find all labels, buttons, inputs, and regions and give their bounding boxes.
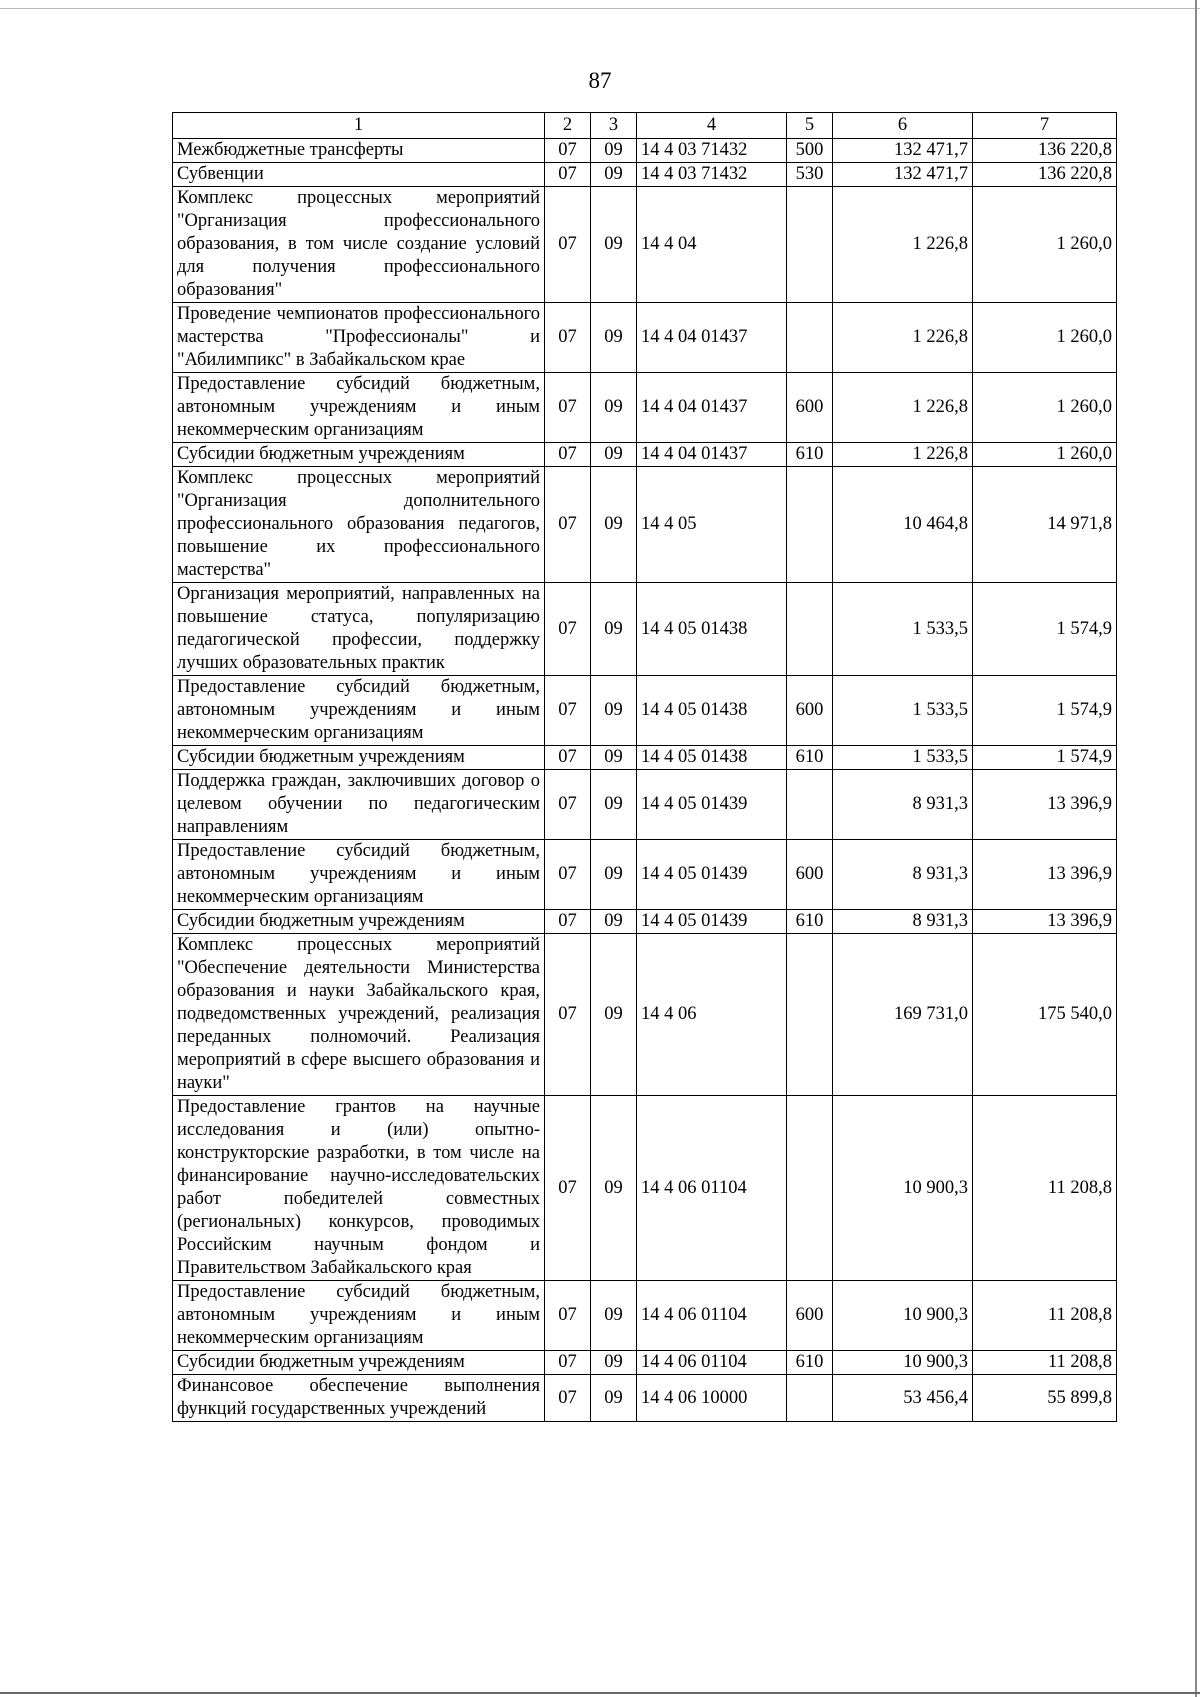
row-cell-c2: 07 <box>545 910 591 934</box>
scan-edge-right <box>1195 0 1197 1697</box>
column-header: 6 <box>833 113 973 139</box>
row-cell-c2: 07 <box>545 1096 591 1281</box>
row-cell-c3: 09 <box>591 1281 637 1351</box>
row-cell-c3: 09 <box>591 840 637 910</box>
row-cell-c2: 07 <box>545 467 591 583</box>
row-name-cell: Комплекс процессных мероприятий "Обеспечение деятельности Министерства образования и науки Забайкальского края, подведомственных учреждений, реализация переданных полномочий. Реализация мероприятий в сфере высшего образования и науки" <box>173 934 545 1096</box>
table-row <box>173 163 1117 187</box>
row-cell-c7: 13 396,9 <box>973 770 1117 840</box>
row-cell-c3: 09 <box>591 746 637 770</box>
row-cell-c7: 1 574,9 <box>973 583 1117 676</box>
table-body <box>173 139 1117 1422</box>
row-cell-c4: 14 4 05 <box>637 467 787 583</box>
table-row <box>173 187 1117 303</box>
table-row <box>173 840 1117 910</box>
row-name-cell: Комплекс процессных мероприятий "Организация дополнительного профессионального образования педагогов, повышение их профессионального мастерства" <box>173 467 545 583</box>
row-name-cell: Предоставление грантов на научные исследования и (или) опытно-конструкторские разработки, в том числе на финансирование научно-исследовательских работ победителей совместных (региональных) конкурсов, проводимых Российским научным фондом и Правительством Забайкальского края <box>173 1096 545 1281</box>
scan-edge-top <box>0 8 1200 9</box>
row-cell-c7: 11 208,8 <box>973 1351 1117 1375</box>
row-cell-c6: 8 931,3 <box>833 910 973 934</box>
row-cell-c3: 09 <box>591 583 637 676</box>
row-cell-c5 <box>787 303 833 373</box>
row-cell-c6: 1 226,8 <box>833 373 973 443</box>
row-cell-c5: 600 <box>787 840 833 910</box>
table-row <box>173 1096 1117 1281</box>
row-cell-c5 <box>787 467 833 583</box>
row-cell-c5: 600 <box>787 676 833 746</box>
row-cell-c4: 14 4 06 01104 <box>637 1281 787 1351</box>
row-cell-c7: 13 396,9 <box>973 840 1117 910</box>
row-cell-c5 <box>787 583 833 676</box>
row-cell-c2: 07 <box>545 373 591 443</box>
row-cell-c7: 11 208,8 <box>973 1096 1117 1281</box>
row-cell-c4: 14 4 03 71432 <box>637 139 787 163</box>
row-cell-c5 <box>787 770 833 840</box>
table-row <box>173 467 1117 583</box>
row-cell-c4: 14 4 06 10000 <box>637 1375 787 1422</box>
table-row <box>173 746 1117 770</box>
row-cell-c4: 14 4 05 01439 <box>637 910 787 934</box>
table-header-row <box>173 113 1117 139</box>
table-row <box>173 770 1117 840</box>
row-cell-c4: 14 4 04 01437 <box>637 443 787 467</box>
table-row <box>173 1281 1117 1351</box>
row-name-cell: Субсидии бюджетным учреждениям <box>173 1351 545 1375</box>
row-name-cell: Поддержка граждан, заключивших договор о целевом обучении по педагогическим направлениям <box>173 770 545 840</box>
row-cell-c3: 09 <box>591 934 637 1096</box>
row-cell-c2: 07 <box>545 840 591 910</box>
row-name-cell: Субсидии бюджетным учреждениям <box>173 443 545 467</box>
table-row <box>173 934 1117 1096</box>
row-cell-c3: 09 <box>591 770 637 840</box>
row-cell-c5: 600 <box>787 373 833 443</box>
row-cell-c2: 07 <box>545 303 591 373</box>
row-cell-c7: 1 574,9 <box>973 746 1117 770</box>
table-row <box>173 1375 1117 1422</box>
row-cell-c4: 14 4 04 <box>637 187 787 303</box>
row-cell-c4: 14 4 06 01104 <box>637 1096 787 1281</box>
row-cell-c5 <box>787 934 833 1096</box>
row-cell-c2: 07 <box>545 1281 591 1351</box>
row-name-cell: Субсидии бюджетным учреждениям <box>173 910 545 934</box>
row-cell-c6: 1 533,5 <box>833 746 973 770</box>
row-cell-c6: 10 900,3 <box>833 1351 973 1375</box>
row-name-cell: Межбюджетные трансферты <box>173 139 545 163</box>
row-cell-c5: 610 <box>787 910 833 934</box>
column-header: 5 <box>787 113 833 139</box>
row-cell-c5: 610 <box>787 1351 833 1375</box>
row-cell-c6: 8 931,3 <box>833 840 973 910</box>
row-cell-c3: 09 <box>591 187 637 303</box>
row-cell-c7: 1 260,0 <box>973 187 1117 303</box>
row-cell-c5: 610 <box>787 443 833 467</box>
row-cell-c7: 11 208,8 <box>973 1281 1117 1351</box>
row-cell-c2: 07 <box>545 139 591 163</box>
row-cell-c3: 09 <box>591 1096 637 1281</box>
row-cell-c3: 09 <box>591 1375 637 1422</box>
row-cell-c4: 14 4 04 01437 <box>637 303 787 373</box>
row-cell-c5 <box>787 1375 833 1422</box>
row-cell-c7: 136 220,8 <box>973 139 1117 163</box>
row-cell-c4: 14 4 03 71432 <box>637 163 787 187</box>
row-cell-c6: 10 464,8 <box>833 467 973 583</box>
row-name-cell: Предоставление субсидий бюджетным, автономным учреждениям и иным некоммерческим организациям <box>173 676 545 746</box>
column-header: 3 <box>591 113 637 139</box>
row-cell-c5: 500 <box>787 139 833 163</box>
table-row <box>173 910 1117 934</box>
row-cell-c4: 14 4 06 <box>637 934 787 1096</box>
table-row <box>173 303 1117 373</box>
row-cell-c6: 132 471,7 <box>833 163 973 187</box>
row-cell-c6: 10 900,3 <box>833 1281 973 1351</box>
column-header: 4 <box>637 113 787 139</box>
table-row <box>173 583 1117 676</box>
row-cell-c3: 09 <box>591 303 637 373</box>
row-cell-c2: 07 <box>545 187 591 303</box>
row-name-cell: Организация мероприятий, направленных на повышение статуса, популяризацию педагогической профессии, поддержку лучших образовательных практик <box>173 583 545 676</box>
row-cell-c6: 1 226,8 <box>833 303 973 373</box>
row-cell-c2: 07 <box>545 676 591 746</box>
row-cell-c2: 07 <box>545 770 591 840</box>
row-cell-c2: 07 <box>545 934 591 1096</box>
row-cell-c5 <box>787 187 833 303</box>
row-cell-c3: 09 <box>591 373 637 443</box>
row-cell-c4: 14 4 04 01437 <box>637 373 787 443</box>
row-name-cell: Финансовое обеспечение выполнения функций государственных учреждений <box>173 1375 545 1422</box>
row-cell-c4: 14 4 05 01438 <box>637 746 787 770</box>
column-header: 7 <box>973 113 1117 139</box>
row-cell-c7: 1 260,0 <box>973 303 1117 373</box>
column-header: 2 <box>545 113 591 139</box>
row-cell-c7: 55 899,8 <box>973 1375 1117 1422</box>
row-name-cell: Проведение чемпионатов профессионального мастерства "Профессионалы" и "Абилимпикс" в Забайкальском крае <box>173 303 545 373</box>
row-cell-c4: 14 4 05 01439 <box>637 840 787 910</box>
row-cell-c3: 09 <box>591 443 637 467</box>
table-row <box>173 443 1117 467</box>
row-cell-c2: 07 <box>545 1351 591 1375</box>
row-cell-c4: 14 4 05 01439 <box>637 770 787 840</box>
row-cell-c7: 1 260,0 <box>973 373 1117 443</box>
row-cell-c6: 1 533,5 <box>833 676 973 746</box>
row-name-cell: Комплекс процессных мероприятий "Организация профессионального образования, в том числе создание условий для получения профессионального образования" <box>173 187 545 303</box>
row-cell-c6: 132 471,7 <box>833 139 973 163</box>
row-cell-c2: 07 <box>545 443 591 467</box>
row-cell-c6: 53 456,4 <box>833 1375 973 1422</box>
table-row <box>173 373 1117 443</box>
row-cell-c7: 13 396,9 <box>973 910 1117 934</box>
row-cell-c5: 610 <box>787 746 833 770</box>
row-cell-c5: 600 <box>787 1281 833 1351</box>
row-cell-c3: 09 <box>591 1351 637 1375</box>
row-cell-c6: 10 900,3 <box>833 1096 973 1281</box>
row-cell-c6: 1 533,5 <box>833 583 973 676</box>
page-number: 87 <box>588 68 612 93</box>
table-row <box>173 676 1117 746</box>
row-cell-c4: 14 4 06 01104 <box>637 1351 787 1375</box>
row-cell-c6: 1 226,8 <box>833 187 973 303</box>
row-cell-c6: 8 931,3 <box>833 770 973 840</box>
row-cell-c2: 07 <box>545 746 591 770</box>
row-cell-c2: 07 <box>545 163 591 187</box>
row-name-cell: Предоставление субсидий бюджетным, автономным учреждениям и иным некоммерческим организациям <box>173 373 545 443</box>
row-cell-c3: 09 <box>591 467 637 583</box>
row-cell-c4: 14 4 05 01438 <box>637 676 787 746</box>
row-name-cell: Субвенции <box>173 163 545 187</box>
row-cell-c7: 1 260,0 <box>973 443 1117 467</box>
row-name-cell: Предоставление субсидий бюджетным, автономным учреждениям и иным некоммерческим организациям <box>173 1281 545 1351</box>
row-cell-c3: 09 <box>591 139 637 163</box>
row-name-cell: Предоставление субсидий бюджетным, автономным учреждениям и иным некоммерческим организациям <box>173 840 545 910</box>
row-cell-c7: 136 220,8 <box>973 163 1117 187</box>
row-cell-c3: 09 <box>591 676 637 746</box>
table-row <box>173 139 1117 163</box>
row-cell-c2: 07 <box>545 1375 591 1422</box>
row-cell-c6: 1 226,8 <box>833 443 973 467</box>
row-cell-c5 <box>787 1096 833 1281</box>
row-cell-c2: 07 <box>545 583 591 676</box>
table-row <box>173 1351 1117 1375</box>
row-name-cell: Субсидии бюджетным учреждениям <box>173 746 545 770</box>
budget-table <box>172 112 1117 1422</box>
row-cell-c4: 14 4 05 01438 <box>637 583 787 676</box>
row-cell-c7: 14 971,8 <box>973 467 1117 583</box>
row-cell-c6: 169 731,0 <box>833 934 973 1096</box>
row-cell-c5: 530 <box>787 163 833 187</box>
row-cell-c3: 09 <box>591 163 637 187</box>
column-header: 1 <box>173 113 545 139</box>
row-cell-c7: 1 574,9 <box>973 676 1117 746</box>
scan-edge-bottom <box>0 1692 1200 1694</box>
row-cell-c7: 175 540,0 <box>973 934 1117 1096</box>
row-cell-c3: 09 <box>591 910 637 934</box>
